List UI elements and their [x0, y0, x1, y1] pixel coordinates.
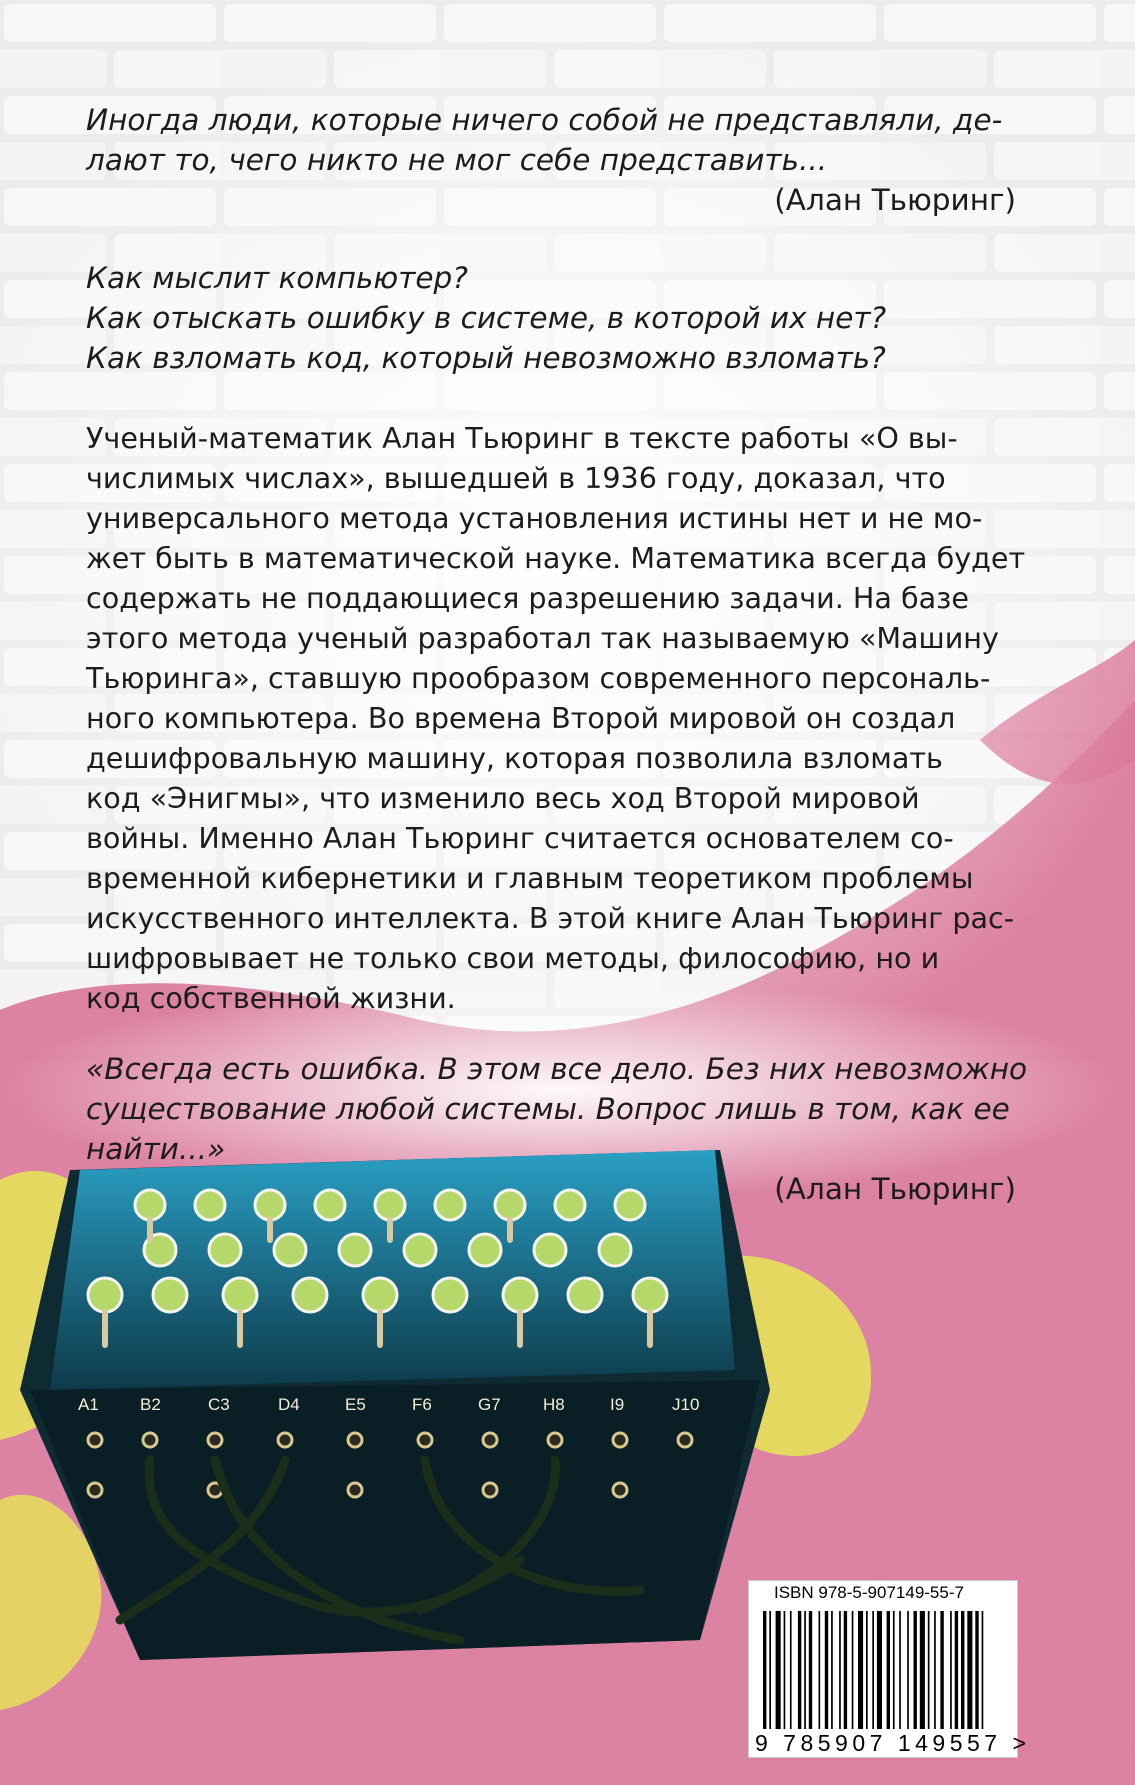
- quote-line: лают то, чего никто не мог себе представить...: [86, 143, 828, 177]
- paragraph-line: содержать не поддающиеся разрешению задачи. На базе: [86, 581, 969, 615]
- paragraph-line: искусственного интеллекта. В этой книге Алан Тьюринг рас-: [86, 901, 1015, 935]
- plug-label-d4: D4: [278, 1395, 300, 1414]
- barcode-bar: [776, 1611, 781, 1729]
- question-line: Как отыскать ошибку в системе, в которой их нет?: [86, 301, 887, 335]
- barcode-bar: [955, 1611, 958, 1729]
- paragraph-line: дешифровальную машину, которая позволила взломать: [86, 741, 943, 775]
- barcode-bar: [839, 1611, 841, 1729]
- paragraph-line: Тьюринга», ставшую прообразом современного персональ-: [86, 661, 991, 695]
- barcode-bar: [769, 1611, 771, 1729]
- barcode-bar: [798, 1611, 801, 1729]
- questions-block: [86, 258, 1016, 378]
- barcode-bar: [950, 1611, 952, 1729]
- barcode-bar: [790, 1611, 792, 1729]
- quote-line: «Всегда есть ошибка. В этом все дело. Без них невозможно: [86, 1052, 1028, 1086]
- barcode-bar: [967, 1611, 972, 1729]
- quote-line: Иногда люди, которые ничего собой не представляли, де-: [86, 103, 1003, 137]
- barcode-bar: [844, 1611, 847, 1729]
- ean-digits: 9 785907 149557 >: [755, 1730, 1031, 1756]
- plug-label-j10: J10: [672, 1395, 700, 1414]
- quote-line: найти...»: [86, 1132, 226, 1166]
- closing-quote: [86, 1049, 1028, 1209]
- barcode-bar: [872, 1611, 874, 1729]
- plug-label-a1: A1: [78, 1395, 99, 1414]
- barcode-bar: [784, 1611, 786, 1729]
- plug-label-g7: G7: [478, 1395, 501, 1414]
- barcode-bar: [852, 1611, 854, 1729]
- barcode-bar: [809, 1611, 812, 1729]
- barcode-bar: [961, 1611, 964, 1729]
- opening-quote: [86, 100, 1016, 220]
- barcode-bar: [804, 1611, 806, 1729]
- barcode-bar: [975, 1611, 978, 1729]
- plug-label-c3: C3: [208, 1395, 230, 1414]
- question-line: Как мыслит компьютер?: [86, 261, 468, 295]
- paragraph-line: код «Энигмы», что изменило весь ход Второй мировой: [86, 781, 920, 815]
- quote-author: (Алан Тьюринг): [774, 1172, 1016, 1206]
- question-line: Как взломать код, который невозможно взломать?: [86, 341, 886, 375]
- paragraph-line: универсального метода установления истины нет и не мо-: [86, 501, 983, 535]
- barcode-bar: [899, 1611, 901, 1729]
- barcode-bar: [877, 1611, 882, 1729]
- paragraph-line: войны. Именно Алан Тьюринг считается основателем со-: [86, 821, 954, 855]
- barcode-bar: [914, 1611, 917, 1729]
- paragraph-line: этого метода ученый разработал так называемую «Машину: [86, 621, 999, 655]
- barcode-bar: [831, 1611, 833, 1729]
- barcode-bar: [866, 1611, 868, 1729]
- barcode-bar: [763, 1611, 766, 1729]
- plug-label-h8: H8: [543, 1395, 565, 1414]
- paragraph-line: временной кибернетики и главным теоретиком проблемы: [86, 861, 974, 895]
- quote-author: (Алан Тьюринг): [774, 183, 1016, 217]
- barcode-bar: [940, 1611, 943, 1729]
- plug-label-f6: F6: [412, 1395, 432, 1414]
- paragraph-line: код собственной жизни.: [86, 981, 456, 1015]
- barcode-bar: [819, 1611, 821, 1729]
- barcode-bar: [887, 1611, 890, 1729]
- paragraph-line: шифровывает не только свои методы, философию, но и: [86, 941, 940, 975]
- quote-line: существование любой системы. Вопрос лишь в том, как ее: [86, 1092, 1010, 1126]
- paragraph-line: ного компьютера. Во времена Второй мировой он создал: [86, 701, 956, 735]
- barcode-bar: [907, 1611, 909, 1729]
- paragraph-line: Ученый-математик Алан Тьюринг в тексте работы «О вы-: [86, 421, 958, 455]
- barcode-bar: [920, 1611, 925, 1729]
- paragraph-line: числимых числах», вышедшей в 1936 году, доказал, что: [86, 461, 946, 495]
- plug-label-i9: I9: [610, 1395, 625, 1414]
- description-paragraph: [86, 418, 1026, 1018]
- isbn-label: ISBN 978-5-907149-55-7: [774, 1583, 964, 1602]
- barcode-bar: [825, 1611, 828, 1729]
- paragraph-line: жет быть в математической науке. Математика всегда будет: [86, 541, 1026, 575]
- plug-label-b2: B2: [140, 1395, 161, 1414]
- barcode-bar: [982, 1611, 984, 1729]
- barcode-bar: [928, 1611, 930, 1729]
- barcode-bar: [934, 1611, 936, 1729]
- barcode-bar: [858, 1611, 863, 1729]
- barcode-bar: [893, 1611, 895, 1729]
- plug-label-e5: E5: [345, 1395, 366, 1414]
